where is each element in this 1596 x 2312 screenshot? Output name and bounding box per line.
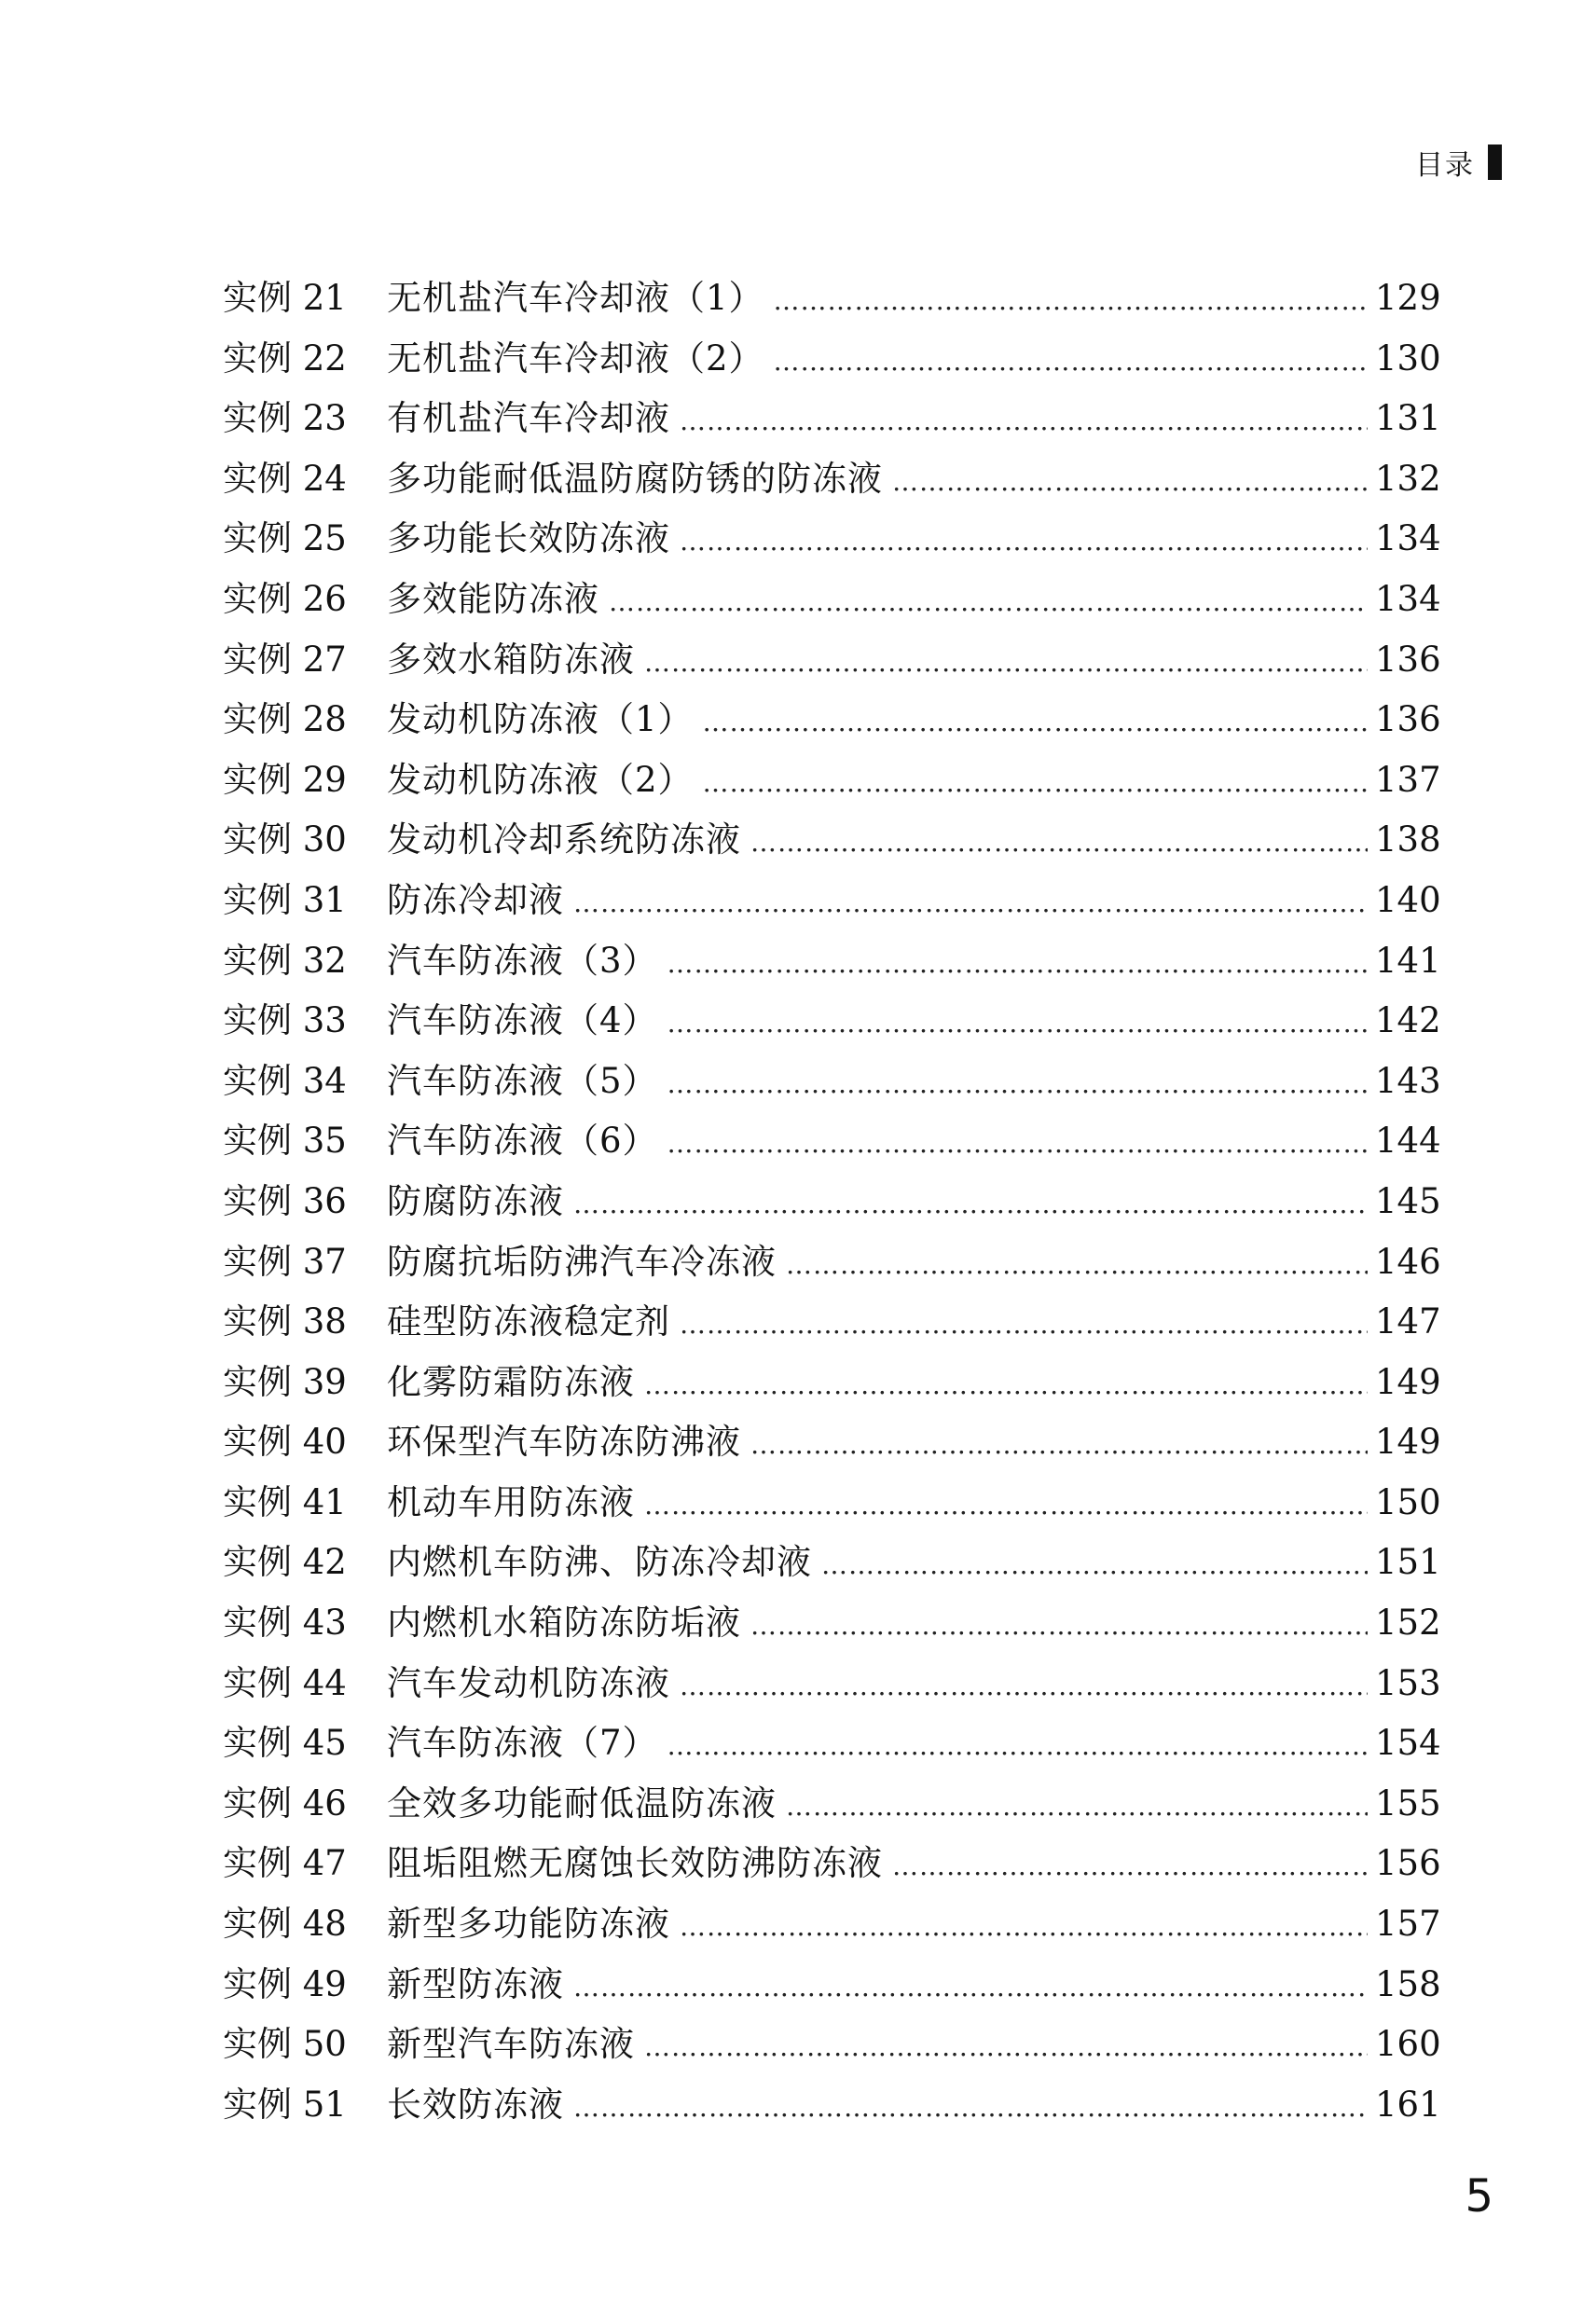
toc-entry[interactable] xyxy=(223,509,1441,570)
dot-leader xyxy=(750,1415,1368,1476)
dot-leader xyxy=(703,753,1368,814)
toc-entry-title: 无机盐汽车冷却液（1） xyxy=(387,278,764,318)
toc-entry-label: 实例 44 xyxy=(223,1662,347,1703)
toc-entry-label: 实例 43 xyxy=(223,1603,347,1644)
toc-entry-title: 发动机冷却系统防冻液 xyxy=(387,819,741,860)
toc-entry-page: 141 xyxy=(1375,940,1441,981)
toc-entry-label: 实例 23 xyxy=(223,398,347,439)
dot-leader xyxy=(573,1175,1368,1235)
toc-entry-page: 156 xyxy=(1375,1843,1441,1884)
dot-leader xyxy=(680,1897,1368,1958)
toc-entry[interactable] xyxy=(223,931,1441,992)
toc-entry-title: 硅型防冻液稳定剂 xyxy=(387,1301,670,1342)
toc-entry[interactable] xyxy=(223,1774,1441,1835)
toc-entry-title: 新型防冻液 xyxy=(387,1963,564,2004)
toc-entry-title: 有机盐汽车冷却液 xyxy=(387,398,670,439)
toc-entry-label: 实例 48 xyxy=(223,1904,347,1945)
toc-entry-title: 汽车防冻液（3） xyxy=(387,940,658,981)
toc-entry[interactable] xyxy=(223,389,1441,449)
toc-entry-label: 实例 33 xyxy=(223,1000,347,1041)
header-bar-mark xyxy=(1488,144,1502,180)
toc-entry-label: 实例 34 xyxy=(223,1060,347,1101)
toc-entry-page: 150 xyxy=(1375,1481,1441,1522)
toc-entry-title: 汽车防冻液（4） xyxy=(387,1000,658,1041)
toc-entry-label: 实例 32 xyxy=(223,940,347,981)
dot-leader xyxy=(892,452,1368,513)
dot-leader xyxy=(774,271,1368,332)
toc-entry-label: 实例 42 xyxy=(223,1542,347,1583)
toc-entry-page: 136 xyxy=(1375,639,1441,680)
toc-entry-title: 汽车防冻液（5） xyxy=(387,1060,658,1101)
dot-leader xyxy=(667,1716,1368,1777)
toc-entry[interactable] xyxy=(223,268,1441,329)
dot-leader xyxy=(667,1114,1368,1175)
toc-entry-title: 汽车防冻液（7） xyxy=(387,1723,658,1764)
dot-leader xyxy=(774,332,1368,392)
dot-leader xyxy=(892,1837,1368,1897)
dot-leader xyxy=(644,1356,1368,1416)
toc-entry-title: 长效防冻液 xyxy=(387,2084,564,2125)
toc-entry-page: 138 xyxy=(1375,819,1441,860)
toc-entry-label: 实例 30 xyxy=(223,819,347,860)
toc-entry-page: 132 xyxy=(1375,458,1441,499)
dot-leader xyxy=(573,2078,1368,2139)
toc-entry-title: 无机盐汽车冷却液（2） xyxy=(387,337,764,378)
toc-entry-title: 汽车防冻液（6） xyxy=(387,1121,658,1162)
dot-leader xyxy=(750,1596,1368,1657)
toc-entry[interactable] xyxy=(223,570,1441,630)
toc-entry-page: 161 xyxy=(1375,2084,1441,2125)
toc-entry-label: 实例 46 xyxy=(223,1782,347,1823)
toc-entry-title: 新型多功能防冻液 xyxy=(387,1904,670,1945)
dot-leader xyxy=(786,1235,1368,1296)
section-title: 目录 xyxy=(1415,149,1475,182)
toc-entry[interactable] xyxy=(223,1834,1441,1894)
toc-entry[interactable] xyxy=(223,1412,1441,1473)
dot-leader xyxy=(644,2017,1368,2078)
toc-entry-label: 实例 36 xyxy=(223,1180,347,1221)
toc-entry-label: 实例 22 xyxy=(223,337,347,378)
toc-entry-title: 内燃机车防沸、防冻冷却液 xyxy=(387,1542,812,1583)
toc-entry-label: 实例 47 xyxy=(223,1843,347,1884)
toc-entry-title: 新型汽车防冻液 xyxy=(387,2024,635,2065)
toc-entry-page: 129 xyxy=(1375,278,1441,318)
toc-entry[interactable] xyxy=(223,1292,1441,1353)
toc-entry-label: 实例 29 xyxy=(223,759,347,800)
toc-entry-title: 多功能耐低温防腐防锈的防冻液 xyxy=(387,458,883,499)
toc-entry-page: 134 xyxy=(1375,518,1441,559)
dot-leader xyxy=(786,1777,1368,1837)
toc-entry[interactable] xyxy=(223,1713,1441,1774)
toc-entry-title: 防腐防冻液 xyxy=(387,1180,564,1221)
toc-entry[interactable] xyxy=(223,690,1441,750)
toc-entry-title: 防腐抗垢防沸汽车冷冻液 xyxy=(387,1241,777,1282)
toc-entry-label: 实例 51 xyxy=(223,2084,347,2125)
toc-entry-page: 145 xyxy=(1375,1180,1441,1221)
toc-entry-page: 153 xyxy=(1375,1662,1441,1703)
toc-entry-page: 149 xyxy=(1375,1361,1441,1402)
toc-entry[interactable] xyxy=(223,329,1441,390)
toc-entry-label: 实例 49 xyxy=(223,1963,347,2004)
dot-leader xyxy=(573,1958,1368,2018)
toc-entry-page: 147 xyxy=(1375,1301,1441,1342)
toc-entry-page: 158 xyxy=(1375,1963,1441,2004)
dot-leader xyxy=(680,1657,1368,1717)
toc-entry[interactable] xyxy=(223,449,1441,510)
toc-entry-title: 防冻冷却液 xyxy=(387,879,564,920)
toc-entry-page: 136 xyxy=(1375,699,1441,740)
toc-entry-label: 实例 24 xyxy=(223,458,347,499)
toc-entry-label: 实例 25 xyxy=(223,518,347,559)
toc-entry-title: 汽车发动机防冻液 xyxy=(387,1662,670,1703)
toc-entry-title: 多效水箱防冻液 xyxy=(387,639,635,680)
toc-entry-page: 146 xyxy=(1375,1241,1441,1282)
toc-entry-label: 实例 45 xyxy=(223,1723,347,1764)
toc-entry[interactable] xyxy=(223,1052,1441,1112)
toc-entry[interactable] xyxy=(223,810,1441,871)
toc-entry-page: 140 xyxy=(1375,879,1441,920)
toc-entry-label: 实例 28 xyxy=(223,699,347,740)
toc-entry-page: 152 xyxy=(1375,1603,1441,1644)
toc-entry-title: 化雾防霜防冻液 xyxy=(387,1361,635,1402)
page-number: 5 xyxy=(1465,2170,1493,2223)
toc-entry-title: 发动机防冻液（2） xyxy=(387,759,694,800)
toc-entry-page: 160 xyxy=(1375,2024,1441,2065)
toc-entry[interactable] xyxy=(223,2075,1441,2136)
toc-entry[interactable] xyxy=(223,1593,1441,1654)
toc-entry-page: 144 xyxy=(1375,1121,1441,1162)
dot-leader xyxy=(573,874,1368,934)
dot-leader xyxy=(667,934,1368,995)
table-of-contents xyxy=(223,268,1441,2135)
toc-entry-page: 157 xyxy=(1375,1904,1441,1945)
toc-entry-page: 142 xyxy=(1375,1000,1441,1041)
toc-entry-label: 实例 40 xyxy=(223,1422,347,1463)
toc-entry-title: 多功能长效防冻液 xyxy=(387,518,670,559)
dot-leader xyxy=(680,512,1368,572)
toc-entry-title: 环保型汽车防冻防沸液 xyxy=(387,1422,741,1463)
toc-entry-page: 143 xyxy=(1375,1060,1441,1101)
toc-entry-page: 151 xyxy=(1375,1542,1441,1583)
toc-entry-title: 内燃机水箱防冻防垢液 xyxy=(387,1603,741,1644)
toc-entry[interactable] xyxy=(223,1172,1441,1232)
toc-entry-label: 实例 31 xyxy=(223,879,347,920)
toc-entry-label: 实例 27 xyxy=(223,639,347,680)
dot-leader xyxy=(609,572,1368,633)
dot-leader xyxy=(644,633,1368,694)
dot-leader xyxy=(750,813,1368,874)
toc-entry[interactable] xyxy=(223,1111,1441,1172)
toc-entry[interactable] xyxy=(223,991,1441,1052)
toc-entry-label: 实例 38 xyxy=(223,1301,347,1342)
toc-entry[interactable] xyxy=(223,2015,1441,2075)
toc-entry-page: 149 xyxy=(1375,1422,1441,1463)
dot-leader xyxy=(821,1535,1368,1596)
toc-entry[interactable] xyxy=(223,1955,1441,2016)
toc-entry-page: 137 xyxy=(1375,759,1441,800)
dot-leader xyxy=(703,693,1368,753)
toc-entry-page: 130 xyxy=(1375,337,1441,378)
toc-entry-title: 机动车用防冻液 xyxy=(387,1481,635,1522)
toc-entry-title: 全效多功能耐低温防冻液 xyxy=(387,1782,777,1823)
dot-leader xyxy=(667,994,1368,1054)
toc-entry-label: 实例 26 xyxy=(223,578,347,619)
toc-entry[interactable] xyxy=(223,871,1441,931)
toc-entry-label: 实例 50 xyxy=(223,2024,347,2065)
dot-leader xyxy=(644,1476,1368,1536)
toc-entry[interactable] xyxy=(223,1473,1441,1534)
toc-entry[interactable] xyxy=(223,1894,1441,1955)
toc-entry[interactable] xyxy=(223,1353,1441,1413)
toc-entry[interactable] xyxy=(223,750,1441,811)
toc-entry[interactable] xyxy=(223,1232,1441,1293)
toc-entry[interactable] xyxy=(223,1533,1441,1593)
toc-entry-label: 实例 41 xyxy=(223,1481,347,1522)
toc-entry-title: 阻垢阻燃无腐蚀长效防沸防冻液 xyxy=(387,1843,883,1884)
toc-entry[interactable] xyxy=(223,1654,1441,1714)
dot-leader xyxy=(680,392,1368,452)
toc-entry-page: 155 xyxy=(1375,1782,1441,1823)
dot-leader xyxy=(680,1295,1368,1356)
toc-entry-title: 发动机防冻液（1） xyxy=(387,699,694,740)
toc-entry-label: 实例 21 xyxy=(223,278,347,318)
toc-entry-label: 实例 39 xyxy=(223,1361,347,1402)
toc-entry-title: 多效能防冻液 xyxy=(387,578,599,619)
toc-entry-label: 实例 35 xyxy=(223,1121,347,1162)
toc-entry[interactable] xyxy=(223,630,1441,691)
running-header xyxy=(1415,142,1502,183)
dot-leader xyxy=(667,1054,1368,1115)
toc-entry-page: 131 xyxy=(1375,398,1441,439)
toc-entry-page: 154 xyxy=(1375,1723,1441,1764)
toc-entry-page: 134 xyxy=(1375,578,1441,619)
toc-entry-label: 实例 37 xyxy=(223,1241,347,1282)
